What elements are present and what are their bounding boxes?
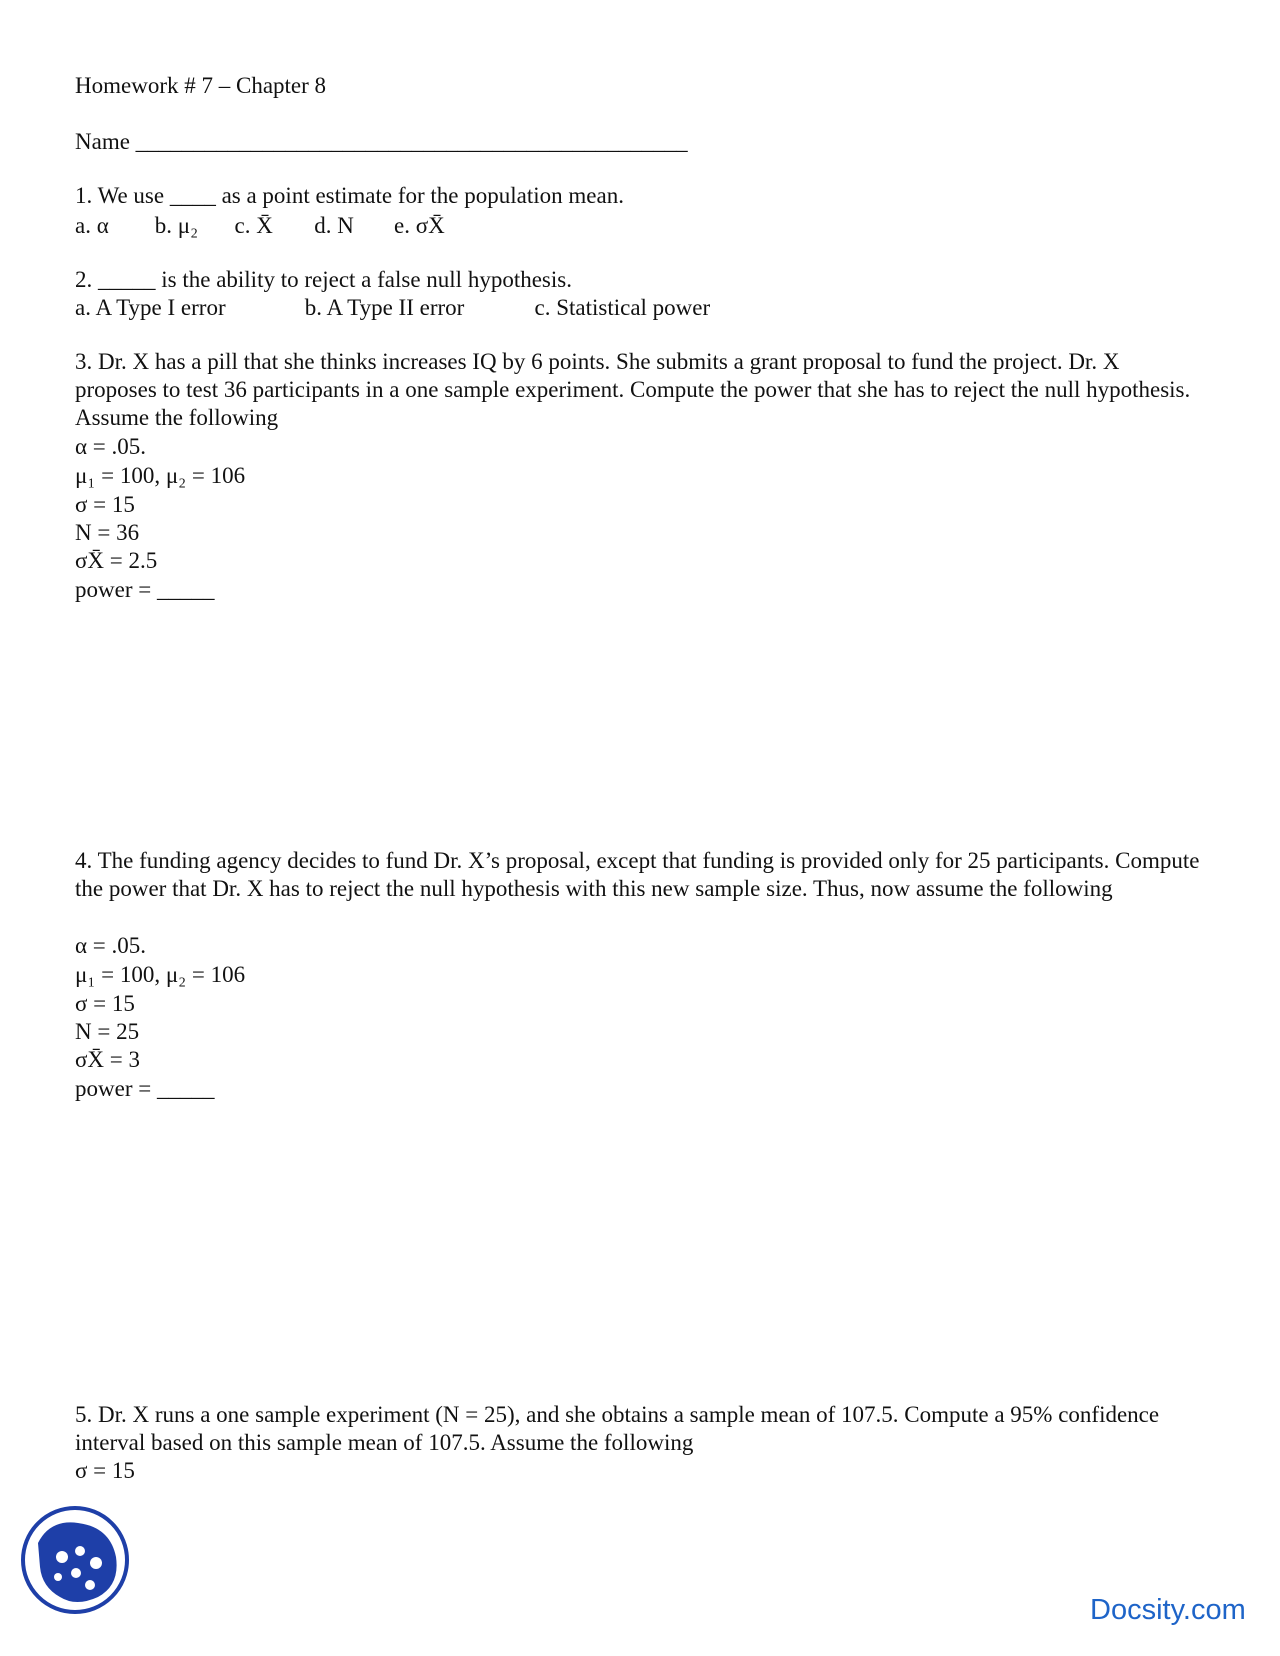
q1-option-e: e. σX̄ (394, 213, 445, 238)
name-field: Name ________________________________________________ (75, 129, 688, 154)
q3-given-n: N = 36 (75, 520, 140, 545)
q1-option-c: c. X̄ (234, 213, 273, 238)
q3-power-blank: power = _____ (75, 577, 215, 602)
docsity-brand-text[interactable]: Docsity.com (1090, 1594, 1246, 1626)
q3-given-alpha: α = .05. (75, 434, 147, 459)
q4-given-alpha: α = .05. (75, 933, 147, 958)
q3-given-se: σX̄ = 2.5 (75, 548, 158, 573)
q3-given-sigma: σ = 15 (75, 492, 135, 517)
q2-option-a: a. A Type I error (75, 295, 226, 320)
q5-stem: 5. Dr. X runs a one sample experiment (N = 25), and she obtains a sample mean of 107.5. Compute a 95% confidence interval based on this sample mean of 107.5. Assume the following (75, 1402, 1160, 1455)
q5-given-sigma: σ = 15 (75, 1458, 135, 1483)
q1-option-a: a. α (75, 213, 109, 238)
q1-option-d: d. N (314, 213, 354, 238)
q1-options (75, 212, 445, 240)
q4-stem: 4. The funding agency decides to fund Dr. X’s proposal, except that funding is provided only for 25 participants. Compute the power that Dr. X has to reject the null hypothesis with this new sample size. Thus, now assume the following (75, 848, 1200, 901)
q2-option-b: b. A Type II error (304, 295, 465, 320)
q4-given-n: N = 25 (75, 1019, 140, 1044)
q2-options (75, 294, 710, 322)
page-title: Homework # 7 – Chapter 8 (75, 73, 327, 98)
q2-option-c: c. Statistical power (534, 295, 711, 320)
q4-given-sigma: σ = 15 (75, 991, 135, 1016)
q4-power-blank: power = _____ (75, 1076, 215, 1101)
q4-given-means: μ₁ = 100, μ₂ = 106 (75, 962, 246, 987)
q3-given-means: μ₁ = 100, μ₂ = 106 (75, 463, 246, 488)
q1-stem: 1. We use ____ as a point estimate for the population mean. (75, 183, 624, 208)
q2-stem: 2. _____ is the ability to reject a false null hypothesis. (75, 267, 572, 292)
q1-option-b: b. μ₂ (154, 213, 199, 238)
docsity-logo-icon (20, 1505, 130, 1615)
q4-given-se: σX̄ = 3 (75, 1047, 140, 1072)
q3-stem: 3. Dr. X has a pill that she thinks increases IQ by 6 points. She submits a grant proposal to fund the project. Dr. X proposes to test 36 participants in a one sample experiment. Compute the power that she has to reject the null hypothesis. Assume the following (75, 349, 1191, 430)
